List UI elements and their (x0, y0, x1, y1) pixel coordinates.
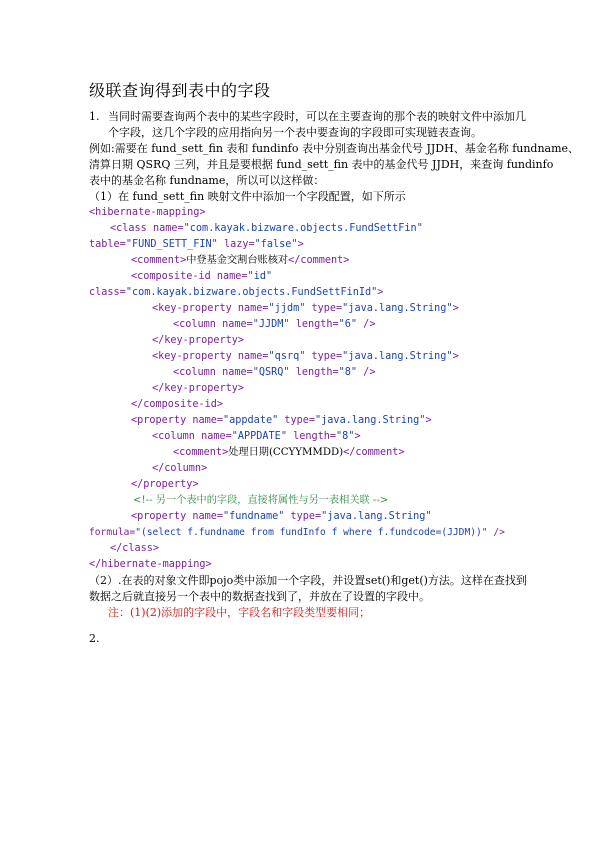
code-line (131, 414, 432, 428)
code-token: type= (278, 415, 316, 426)
code-token: length= (289, 367, 339, 378)
code-token: /> (357, 319, 376, 330)
code-line (131, 270, 272, 284)
code-token: <property (131, 415, 187, 426)
code-line (173, 318, 375, 332)
code-line (89, 238, 304, 252)
code-line (152, 430, 361, 444)
code-token: "appdate" (223, 415, 279, 426)
code-token: "8" (336, 431, 355, 442)
code-token: <key-property (152, 303, 232, 314)
code-line (173, 446, 404, 460)
code-token: type= (305, 303, 343, 314)
paragraph-line: 个字段，这几个字段的应用指向另一个表中要查询的字段即可实现链表查询。 (108, 126, 482, 139)
code-token: <hibernate-mapping> (89, 207, 206, 218)
code-token: length= (289, 319, 339, 330)
page-title: 级联查询得到表中的字段 (89, 81, 271, 100)
code-token: > (425, 415, 432, 426)
code-token: </hibernate-mapping> (89, 559, 212, 570)
code-token: class= (89, 287, 126, 298)
code-line (89, 286, 383, 300)
code-token: "JJDM" (252, 319, 290, 330)
code-token: lazy= (217, 239, 255, 250)
code-token: <column (152, 431, 195, 442)
code-token: > (452, 303, 459, 314)
code-line (131, 398, 223, 412)
code-token: name= (210, 271, 248, 282)
code-token: <composite-id (131, 271, 211, 282)
code-line (152, 334, 244, 348)
code-line (131, 510, 432, 524)
code-token: "java.lang.String" (342, 351, 453, 362)
paragraph-line: 例如:需要在 fund_sett_fin 表和 fundinfo 表中分别查询出基金代号 JJDH、基金名称 fundname、 (89, 142, 580, 155)
code-token: formula= (89, 527, 136, 538)
code-token: </composite-id> (131, 399, 224, 410)
paragraph-line: 表中的基金名称 fundname，所以可以这样做： (89, 174, 325, 187)
code-line (131, 478, 198, 492)
code-token: name= (231, 303, 269, 314)
code-line (110, 542, 159, 556)
code-line (89, 206, 206, 220)
code-line (110, 222, 423, 236)
code-token: > (377, 287, 384, 298)
code-token: "id" (247, 271, 273, 282)
code-token: name= (186, 511, 224, 522)
code-token: </comment> (343, 447, 405, 458)
code-token: > (354, 431, 361, 442)
code-token: <property (131, 511, 187, 522)
code-token: > (297, 239, 304, 250)
code-token: "(select f.fundname from fundInfo f where f.fundcode=(JJDM))" (135, 527, 488, 538)
step-heading: （1）在 fund_sett_fin 映射文件中添加一个字段配置，如下所示 (89, 190, 406, 203)
code-token: <column (173, 367, 216, 378)
code-token: </key-property> (152, 383, 245, 394)
code-token: <comment> (131, 255, 187, 266)
code-token: "qsrq" (268, 351, 306, 362)
paragraph-line: 当同时需要查询两个表中的某些字段时，可以在主要查询的那个表的映射文件中添加几 (108, 110, 526, 123)
note-text: 注：(1)(2)添加的字段中，字段名和字段类型要相同； (108, 606, 371, 619)
code-token: 中登基金交割台账核对 (186, 255, 289, 266)
paragraph-line: 清算日期 QSRQ 三列，并且是要根据 fund_sett_fin 表中的基金代号 JJDH，来查询 fundinfo (89, 158, 554, 171)
code-token: "jjdm" (268, 303, 306, 314)
code-token: /> (487, 527, 505, 538)
code-token: </column> (152, 463, 208, 474)
paragraph-line: 数据之后就直接另一个表中的数据查找到了，并放在了设置的字段中。 (89, 590, 430, 603)
code-token: name= (215, 319, 253, 330)
code-token: <comment> (173, 447, 229, 458)
code-token: "QSRQ" (252, 367, 290, 378)
code-line (131, 254, 349, 268)
code-comment: <!-- 另一个表中的字段，直接将属性与另一表相关联 --> (133, 495, 389, 506)
code-token: name= (231, 351, 269, 362)
code-token: length= (286, 431, 337, 442)
code-token: "java.lang.String" (342, 303, 453, 314)
code-token: type= (284, 511, 322, 522)
code-token: "java.lang.String" (321, 511, 432, 522)
code-token: table= (89, 239, 126, 250)
code-token: > (452, 351, 459, 362)
code-token: </property> (131, 479, 199, 490)
code-token: <class (110, 223, 147, 234)
code-line (152, 382, 244, 396)
code-token: type= (305, 351, 343, 362)
code-token: </class> (110, 543, 160, 554)
code-token: "false" (254, 239, 298, 250)
code-token: /> (357, 367, 376, 378)
code-token: "APPDATE" (231, 431, 287, 442)
code-token: "com.kayak.bizware.objects.FundSettFin" (183, 223, 423, 234)
code-token: "FUND_SETT_FIN" (125, 239, 218, 250)
code-line (173, 366, 375, 380)
code-token: 处理日期(CCYYMMDD) (228, 447, 344, 458)
code-token: <key-property (152, 351, 232, 362)
code-token: name= (194, 431, 232, 442)
list-number-1: 1. (89, 110, 100, 123)
code-token: "6" (338, 319, 358, 330)
code-token: <column (173, 319, 216, 330)
code-line (89, 526, 505, 540)
code-line (152, 350, 459, 364)
code-token: name= (215, 367, 253, 378)
code-token: name= (146, 223, 184, 234)
code-token: "8" (338, 367, 358, 378)
code-token: "java.lang.String" (315, 415, 426, 426)
paragraph-line: （2）.在表的对象文件即pojo类中添加一个字段，并设置set()和get()方法。这样在查找到 (89, 574, 527, 587)
code-token: "com.kayak.bizware.objects.FundSettFinId" (125, 287, 378, 298)
code-line (152, 462, 207, 476)
code-token: name= (186, 415, 224, 426)
code-token: </key-property> (152, 335, 245, 346)
code-token: </comment> (288, 255, 350, 266)
code-token: "fundname" (223, 511, 285, 522)
code-line (152, 302, 459, 316)
code-line (89, 558, 212, 572)
code-line (133, 494, 388, 508)
list-number-2: 2. (89, 632, 100, 645)
